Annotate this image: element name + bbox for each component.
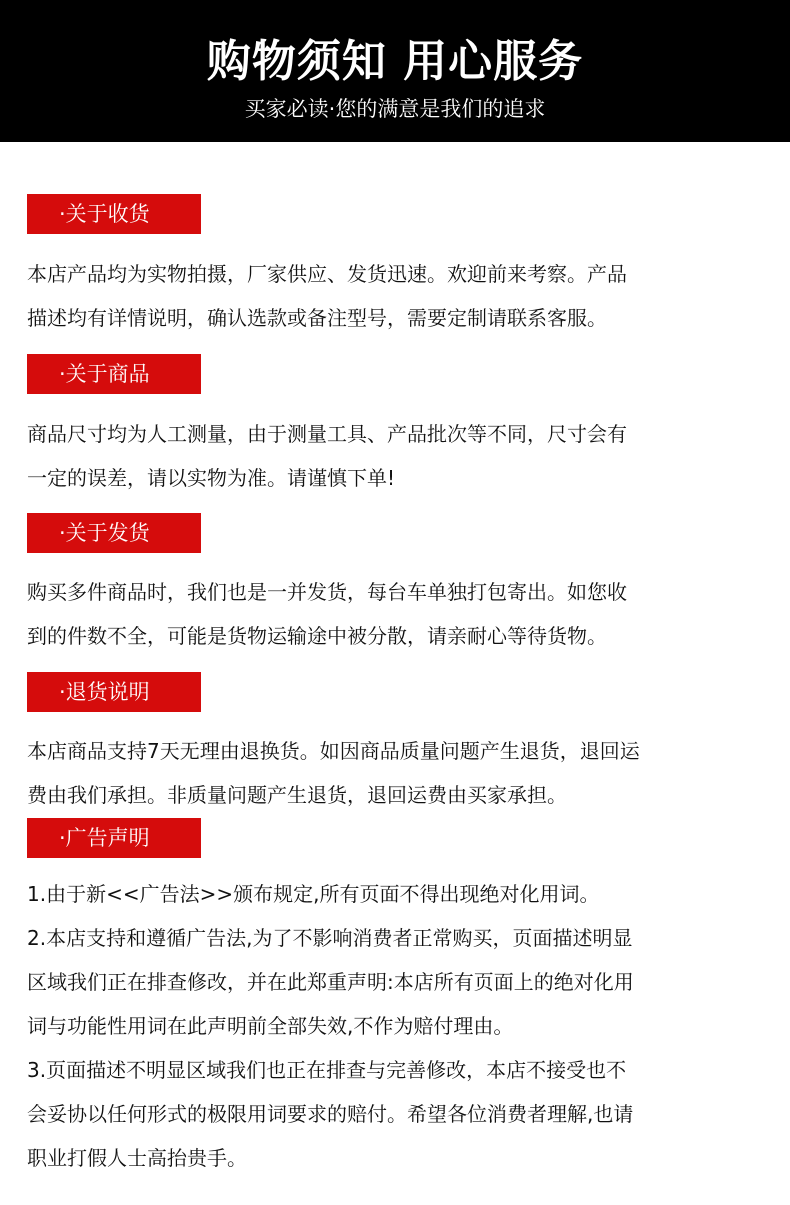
text-line: 本店商品支持7天无理由退换货。如因商品质量问题产生退货，退回运 — [27, 739, 640, 763]
section-text-ad-statement — [27, 872, 767, 1180]
text-line: 3.页面描述不明显区域我们也正在排查与完善修改，本店不接受也不 — [27, 1058, 627, 1082]
page-title: 购物须知 用心服务 — [206, 36, 584, 87]
section-text-shipping — [27, 570, 767, 658]
text-line: 费由我们承担。非质量问题产生退货，退回运费由买家承担。 — [27, 783, 567, 807]
page-header — [0, 0, 790, 142]
section-text-receiving — [27, 252, 767, 340]
section-label-receiving: ·关于收货 — [27, 194, 201, 234]
text-line: 购买多件商品时，我们也是一并发货，每台车单独打包寄出。如您收 — [27, 580, 627, 604]
section-label-ad-statement: ·广告声明 — [27, 818, 201, 858]
text-line: 商品尺寸均为人工测量，由于测量工具、产品批次等不同，尺寸会有 — [27, 422, 627, 446]
text-line: 2.本店支持和遵循广告法,为了不影响消费者正常购买，页面描述明显 — [27, 926, 633, 950]
text-line: 描述均有详情说明，确认选款或备注型号，需要定制请联系客服。 — [27, 306, 607, 330]
text-line: 会妥协以任何形式的极限用词要求的赔付。希望各位消费者理解,也请 — [27, 1102, 634, 1126]
section-label-returns: ·退货说明 — [27, 672, 201, 712]
text-line: 一定的误差，请以实物为准。请谨慎下单! — [27, 466, 396, 490]
text-line: 职业打假人士高抬贵手。 — [27, 1146, 247, 1170]
page-subtitle: 买家必读·您的满意是我们的追求 — [244, 97, 546, 121]
section-label-shipping: ·关于发货 — [27, 513, 201, 553]
text-line: 本店产品均为实物拍摄，厂家供应、发货迅速。欢迎前来考察。产品 — [27, 262, 627, 286]
section-label-products: ·关于商品 — [27, 354, 201, 394]
text-line: 区域我们正在排查修改，并在此郑重声明:本店所有页面上的绝对化用 — [27, 970, 634, 994]
text-line: 词与功能性用词在此声明前全部失效,不作为赔付理由。 — [27, 1014, 514, 1038]
text-line: 1.由于新<<广告法>>颁布规定,所有页面不得出现绝对化用词。 — [27, 882, 600, 906]
section-text-products — [27, 412, 767, 500]
section-text-returns — [27, 729, 767, 817]
text-line: 到的件数不全，可能是货物运输途中被分散，请亲耐心等待货物。 — [27, 624, 607, 648]
